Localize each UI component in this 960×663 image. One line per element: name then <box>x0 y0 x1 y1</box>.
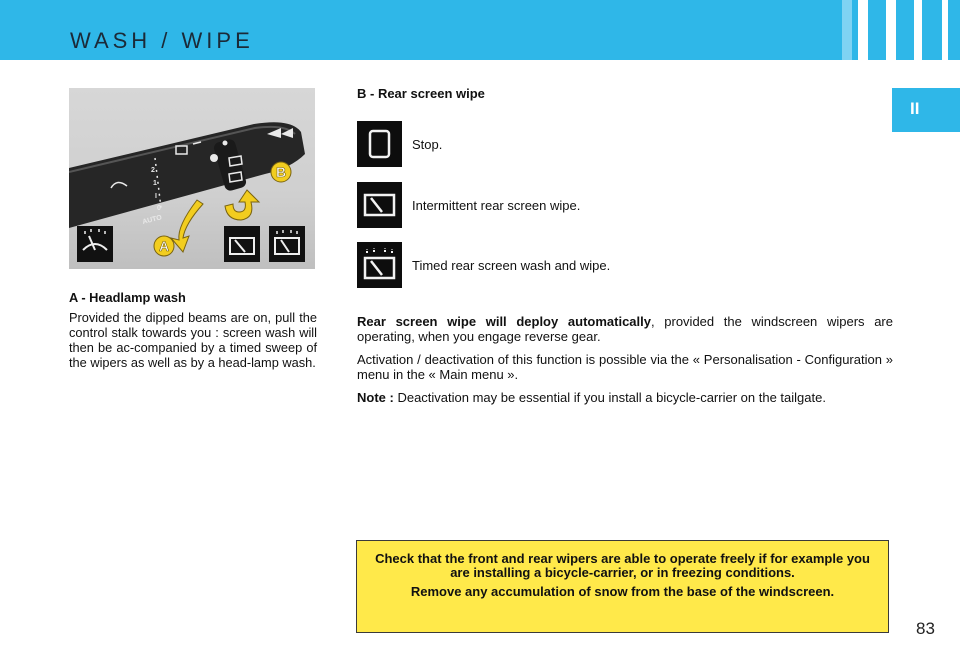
rear-wipe-option-stop <box>357 121 877 167</box>
header-stripe <box>914 0 922 60</box>
header-stripe <box>842 0 852 60</box>
rear-wipe-option-intermittent <box>357 182 877 228</box>
callout-b: B <box>275 164 287 180</box>
activation-paragraph: Activation / deactivation of this function is possible via the « Personalisation - Configuration » menu in the « Main menu ». <box>357 352 893 382</box>
svg-text:1: 1 <box>153 180 157 187</box>
chapter-tab <box>892 88 960 132</box>
stalk-illustration <box>69 88 315 269</box>
header-stripe <box>858 0 868 60</box>
rear-stop-icon <box>357 121 402 167</box>
stalk-auto-label: AUTO <box>141 214 163 226</box>
header-stripes <box>842 0 960 60</box>
note-label: Note : <box>357 390 394 405</box>
svg-text:2: 2 <box>151 167 155 174</box>
chapter-label: II <box>910 99 920 118</box>
auto-deploy-text: , provided the windscreen wipers are operating, when you engage reverse gear. <box>357 314 893 344</box>
page-header <box>0 0 960 60</box>
auto-deploy-paragraph <box>357 314 893 344</box>
note-paragraph <box>357 390 893 405</box>
headlamp-wash-section <box>69 290 317 370</box>
rear-intermittent-label: Intermittent rear screen wipe. <box>412 198 581 213</box>
svg-text:I: I <box>155 193 157 200</box>
note-text: Deactivation may be essential if you install a bicycle-carrier on the tailgate. <box>393 390 826 405</box>
rear-stop-label: Stop. <box>412 137 443 152</box>
rear-wash-label: Timed rear screen wash and wipe. <box>412 258 611 273</box>
auto-deploy-bold: Rear screen wipe will deploy automatically <box>357 314 651 329</box>
page-number: 83 <box>916 619 935 638</box>
rear-wipe-details <box>357 314 893 413</box>
header-stripe <box>942 0 948 60</box>
rear-wipe-option-wash <box>357 242 877 288</box>
warning-box <box>356 540 889 633</box>
rear-intermittent-wipe-icon <box>357 182 402 228</box>
headlamp-wash-title: A - Headlamp wash <box>69 290 186 305</box>
callout-a: A <box>158 238 170 254</box>
warning-line-1: Check that the front and rear wipers are able to operate freely if for example you are installing a bicycle-carrier, or in freezing conditions. <box>375 551 870 580</box>
stalk-photo <box>69 88 315 269</box>
rear-wipe-title: B - Rear screen wipe <box>357 86 485 101</box>
rear-wash-wipe-icon <box>357 242 402 288</box>
page-title: WASH / WIPE <box>70 28 254 53</box>
warning-line-2: Remove any accumulation of snow from the base of the windscreen. <box>410 584 835 599</box>
svg-text:0: 0 <box>157 205 161 212</box>
headlamp-wash-body: Provided the dipped beams are on, pull the control stalk towards you : screen wash will then be ac-companied by a timed sweep of the wipers as well as by a head-lamp wash. <box>69 310 317 370</box>
header-stripe <box>886 0 896 60</box>
